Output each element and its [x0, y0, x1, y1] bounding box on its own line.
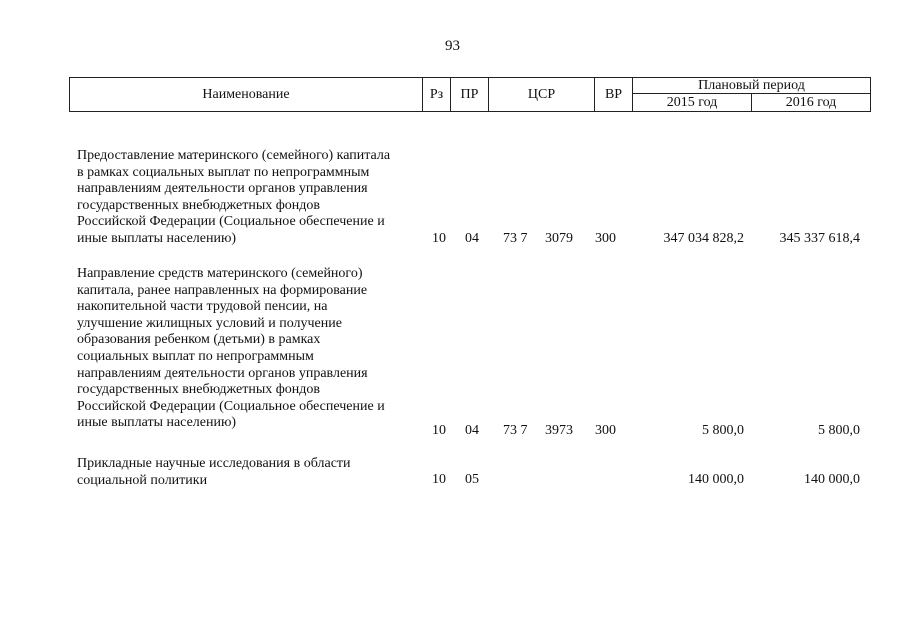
row-name-line: государственных внебюджетных фондов: [77, 382, 321, 398]
cell-csr-code: 3973: [545, 423, 573, 438]
row-name-line: Российской Федерации (Социальное обеспечение и: [77, 398, 385, 414]
cell-amount-2016: 5 800,0: [818, 423, 860, 438]
row-name-line: накопительной части трудовой пенсии, на: [77, 299, 328, 315]
cell-vr: 300: [595, 231, 616, 246]
row-name-line: направлениям деятельности органов управления: [77, 181, 368, 197]
cell-vr: 300: [595, 423, 616, 438]
header-csr: ЦСР: [489, 78, 595, 112]
row-codes: [0, 423, 905, 440]
row-name-line: иные выплаты населению): [77, 415, 237, 431]
row-name-line: в рамках социальных выплат по непрограммным: [77, 164, 370, 180]
header-vr: ВР: [595, 78, 633, 112]
row-name-line: улучшение жилищных условий и получение: [77, 315, 342, 331]
cell-amount-2016: 140 000,0: [804, 472, 860, 487]
row-name-line: иные выплаты населению): [77, 230, 237, 246]
row-name-line: направлениям деятельности органов управления: [77, 365, 368, 381]
row-name-line: Российской Федерации (Социальное обеспечение и: [77, 214, 385, 230]
cell-rz: 10: [432, 472, 446, 487]
row-name-line: социальной политики: [77, 472, 208, 488]
cell-csr-program: 73 7: [503, 231, 528, 246]
header-year-2016: 2016 год: [752, 94, 871, 112]
header-pr: ПР: [451, 78, 489, 112]
row-codes: [0, 231, 905, 248]
header-rz: Рз: [423, 78, 451, 112]
row-name-line: Направление средств материнского (семейного): [77, 266, 363, 281]
table-header: [69, 77, 871, 112]
row-name-line: государственных внебюджетных фондов: [77, 197, 321, 213]
row-name-line: капитала, ранее направленных на формирование: [77, 282, 368, 298]
cell-amount-2015: 347 034 828,2: [663, 231, 744, 246]
cell-amount-2015: 5 800,0: [702, 423, 744, 438]
row-codes: [0, 472, 905, 489]
cell-csr-code: 3079: [545, 231, 573, 246]
cell-rz: 10: [432, 423, 446, 438]
cell-pr: 04: [465, 423, 479, 438]
row-name: [77, 266, 422, 432]
cell-pr: 05: [465, 472, 479, 487]
header-year-2015: 2015 год: [633, 94, 752, 112]
cell-pr: 04: [465, 231, 479, 246]
header-planned-period: Плановый период: [633, 78, 871, 94]
cell-amount-2015: 140 000,0: [688, 472, 744, 487]
row-name-line: Прикладные научные исследования в области: [77, 456, 351, 471]
row-name-line: образования ребенком (детьми) в рамках: [77, 332, 321, 348]
row-name-line: Предоставление материнского (семейного) капитала: [77, 148, 391, 163]
cell-csr-program: 73 7: [503, 423, 528, 438]
cell-rz: 10: [432, 231, 446, 246]
page-number: 93: [445, 38, 460, 54]
cell-amount-2016: 345 337 618,4: [779, 231, 860, 246]
header-name: Наименование: [70, 78, 423, 112]
row-name-line: социальных выплат по непрограммным: [77, 348, 314, 364]
